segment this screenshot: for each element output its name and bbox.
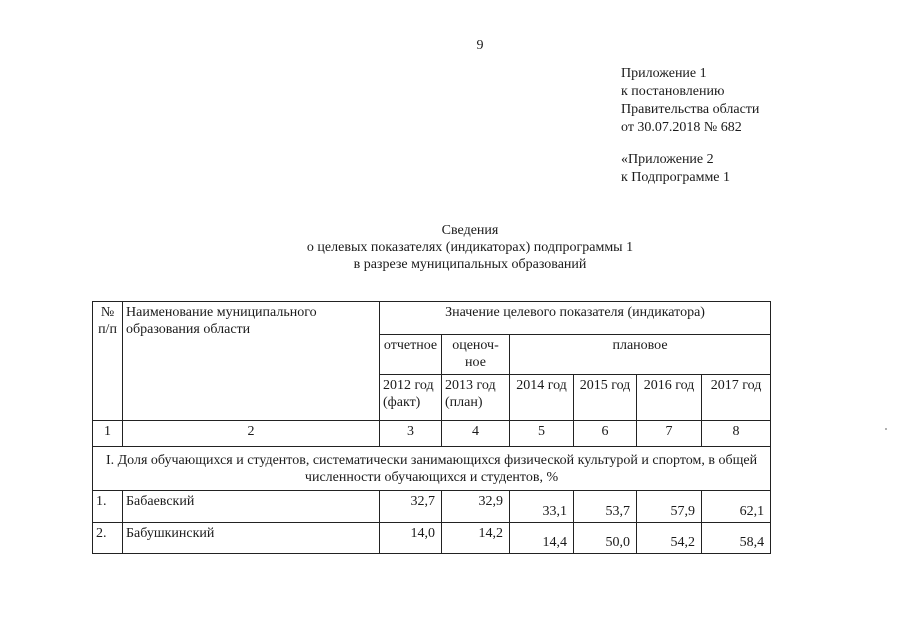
- row-value: 57,9: [637, 491, 702, 523]
- column-number: 2: [123, 421, 380, 447]
- appendix-reference: [621, 65, 759, 137]
- table-row: [93, 523, 771, 554]
- row-value: 14,2: [442, 523, 510, 554]
- row-value: 54,2: [637, 523, 702, 554]
- header-row: [93, 302, 771, 335]
- column-number: 3: [380, 421, 442, 447]
- column-number: 1: [93, 421, 123, 447]
- row-value: 50,0: [574, 523, 637, 554]
- row-value: 32,9: [442, 491, 510, 523]
- row-value: 53,7: [574, 491, 637, 523]
- appendix2-line: к Подпрограмме 1: [621, 170, 731, 185]
- row-value: 33,1: [510, 491, 574, 523]
- row-value: 14,4: [510, 523, 574, 554]
- scan-artifact: [885, 428, 887, 430]
- year-header: 2013 год (план): [442, 375, 510, 421]
- row-value: 32,7: [380, 491, 442, 523]
- column-number-row: [93, 421, 771, 447]
- column-number: 4: [442, 421, 510, 447]
- indicators-table: [92, 301, 771, 554]
- section-title: I. Доля обучающихся и студентов, систематически занимающихся физической культурой и спортом, в общей численности обучающихся и студентов, %: [93, 447, 771, 491]
- year-header: 2016 год: [637, 375, 702, 421]
- row-value: 14,0: [380, 523, 442, 554]
- appendix-line: Правительства области: [621, 102, 760, 117]
- row-number: 2.: [93, 523, 123, 554]
- year-header: 2014 год: [510, 375, 574, 421]
- column-number: 7: [637, 421, 702, 447]
- heading-subtitle: о целевых показателях (индикаторах) подпрограммы 1: [306, 240, 634, 255]
- section-row: [93, 447, 771, 491]
- document-heading: [200, 222, 740, 273]
- year-header: 2015 год: [574, 375, 637, 421]
- year-header: 2017 год: [702, 375, 771, 421]
- appendix2-reference: [621, 151, 730, 187]
- header-number: № п/п: [93, 302, 123, 421]
- header-estimated: оценоч-ное: [442, 335, 510, 375]
- heading-subtitle: в разрезе муниципальных образований: [353, 257, 587, 272]
- row-value: 62,1: [702, 491, 771, 523]
- heading-title: Сведения: [441, 223, 499, 238]
- appendix-line: от 30.07.2018 № 682: [621, 120, 742, 135]
- column-number: 6: [574, 421, 637, 447]
- row-name: Бабушкинский: [123, 523, 380, 554]
- table-row: [93, 491, 771, 523]
- appendix2-line: «Приложение 2: [621, 152, 714, 167]
- header-planned: плановое: [510, 335, 771, 375]
- year-header: 2012 год (факт): [380, 375, 442, 421]
- appendix-line: Приложение 1: [621, 66, 707, 81]
- row-number: 1.: [93, 491, 123, 523]
- appendix-line: к постановлению: [621, 84, 725, 99]
- header-actual: отчетное: [380, 335, 442, 375]
- row-value: 58,4: [702, 523, 771, 554]
- row-name: Бабаевский: [123, 491, 380, 523]
- header-value-group: Значение целевого показателя (индикатора): [380, 302, 771, 335]
- header-name: Наименование муниципального образования области: [123, 302, 380, 421]
- column-number: 5: [510, 421, 574, 447]
- column-number: 8: [702, 421, 771, 447]
- page-number: 9: [476, 38, 484, 53]
